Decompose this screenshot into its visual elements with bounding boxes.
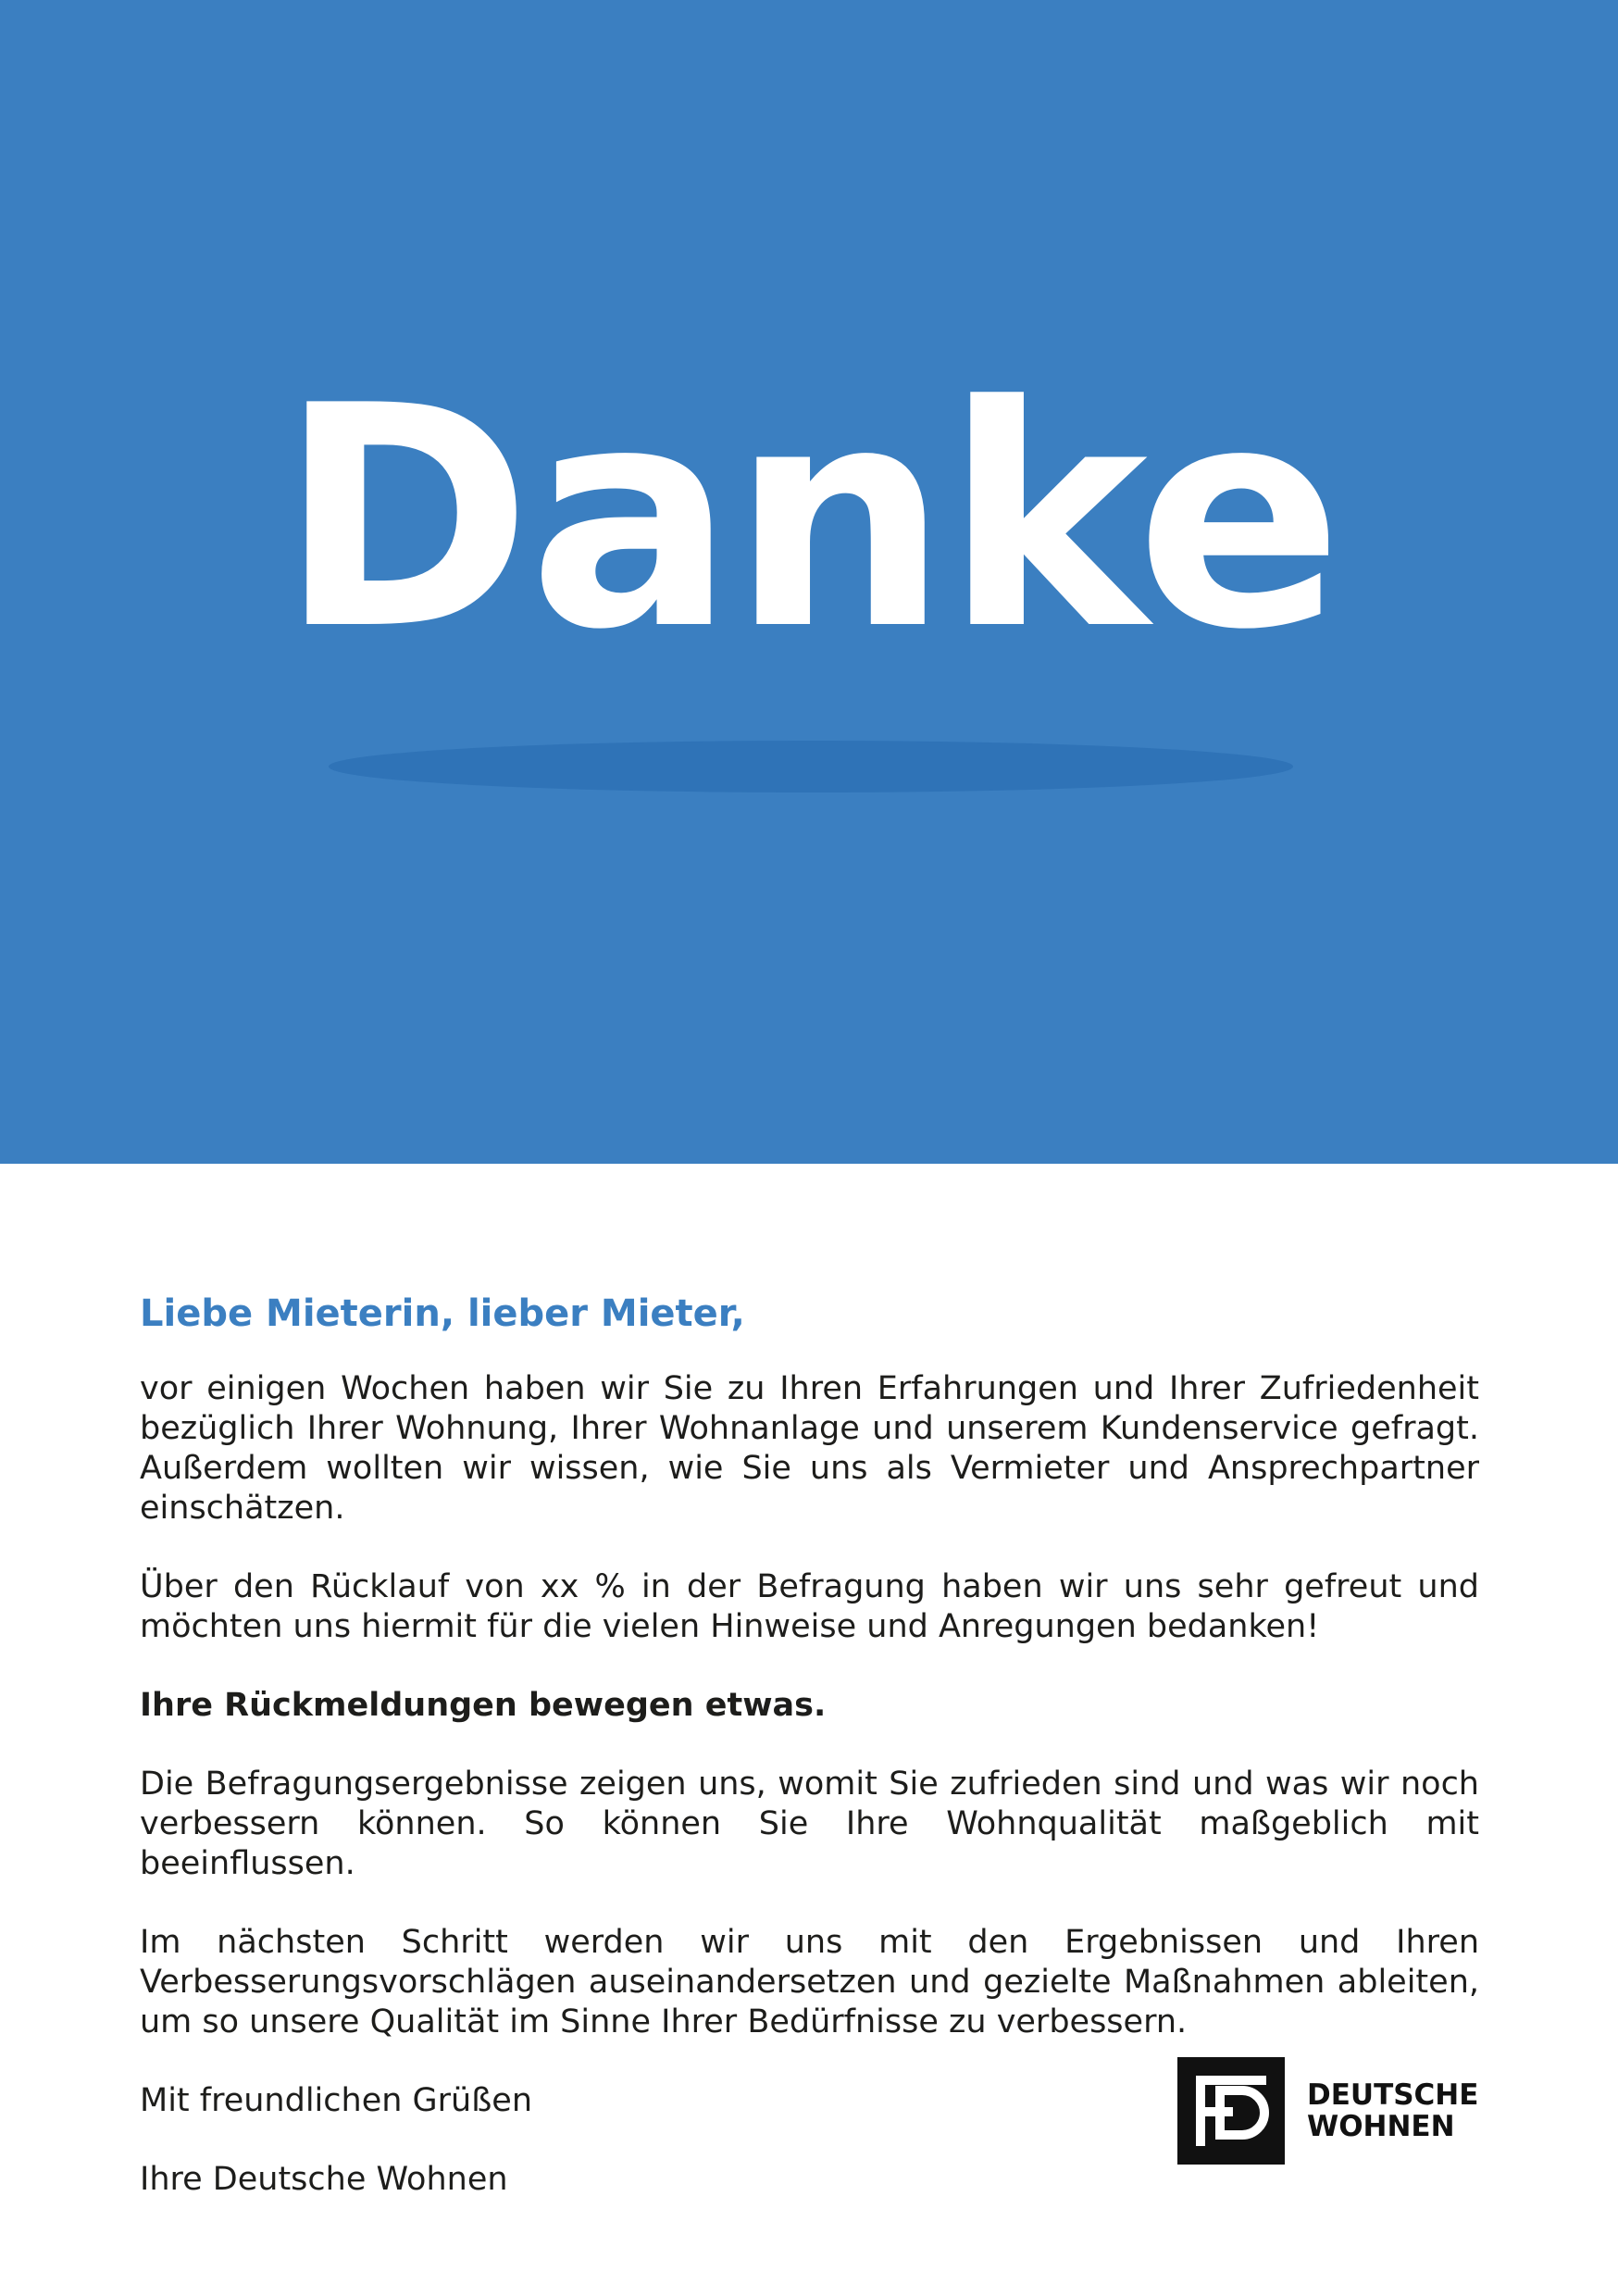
hero-title-shadow [329,741,1293,792]
logo-line-2: WOHNEN [1307,2110,1455,2143]
company-logo [1177,2057,1478,2165]
closing-line: Mit freundlichen Grüßen [140,2082,532,2119]
paragraph-thanks: Über den Rücklauf von xx % in der Befragung haben wir uns sehr gefreut und möchten uns hiermit für die vielen Hinweise und Anregungen bedanken! [140,1568,1479,1645]
hero-title: Danke [279,341,1339,696]
greeting: Liebe Mieterin, lieber Mieter, [140,1292,745,1335]
paragraph-results: Die Befragungsergebnisse zeigen uns, womit Sie zufrieden sind und was wir noch verbessern können. So können Sie Ihre Wohnqualität maßgeblich mit beeinflussen. [140,1766,1479,1882]
highlight-heading: Ihre Rückmeldungen bewegen etwas. [140,1687,827,1724]
paragraph-next-steps: Im nächsten Schritt werden wir uns mit den Ergebnissen und Ihren Verbesserungsvorschlägen auseinandersetzen und gezielte Maßnahmen ableiten, um so unsere Qualität im Sinne Ihrer Bedürfnisse zu verbessern. [140,1924,1479,2040]
paragraph-intro: vor einigen Wochen haben wir Sie zu Ihren Erfahrungen und Ihrer Zufriedenheit bezüglich Ihrer Wohnung, Ihrer Wohnanlage und unserem Kundenservice gefragt. Außerdem wollten wir wissen, wie Sie uns als Vermieter und Ansprechpartner einschätzen. [140,1370,1479,1527]
logo-wordmark [1307,2079,1478,2142]
logo-line-1: DEUTSCHE [1307,2078,1479,2112]
signature: Ihre Deutsche Wohnen [140,2161,508,2198]
deutsche-wohnen-logo-icon [1177,2057,1285,2165]
